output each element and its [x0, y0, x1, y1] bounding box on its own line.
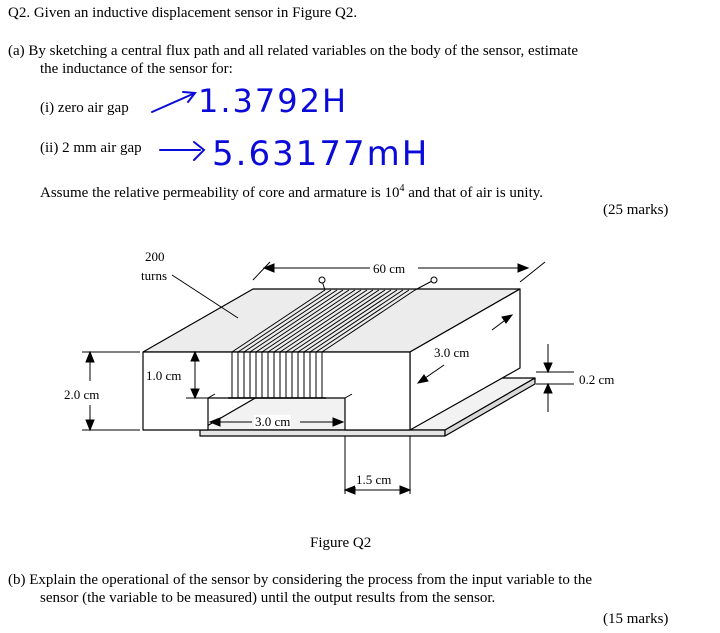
part-a-line1: (a) By sketching a central flux path and all related variables on the body of the sensor, estimate — [8, 43, 579, 59]
label-turns-word: turns — [141, 268, 167, 283]
label-depth: 3.0 cm — [434, 345, 470, 360]
part-a-marks: (25 marks) — [603, 202, 669, 218]
part-b-marks: (15 marks) — [603, 611, 669, 627]
part-a-item-1: (i) zero air gap — [40, 100, 129, 116]
label-air-gap: 0.2 cm — [579, 372, 615, 387]
assumption-end: and that of air is unity. — [404, 185, 544, 201]
question-title: Q2. Given an inductive displacement sensor in Figure Q2. — [8, 5, 358, 21]
armature-front — [200, 430, 445, 436]
label-pole-width: 1.5 cm — [356, 472, 392, 487]
assumption-exponent: 4 — [399, 183, 405, 194]
label-height-total: 2.0 cm — [64, 387, 100, 402]
label-turns-number: 200 — [145, 249, 165, 264]
part-b-line1: (b) Explain the operational of the sensor by considering the process from the input variable to the — [8, 572, 592, 588]
handwritten-answer-2: 5.63177mH — [212, 134, 430, 174]
handwritten-answer-1: 1.3792H — [198, 82, 349, 120]
assumption-main: Assume the relative permeability of core and armature is 10 — [40, 185, 400, 201]
figure-caption: Figure Q2 — [310, 535, 372, 551]
label-gap-width: 3.0 cm — [255, 414, 291, 429]
part-a-line2: the inductance of the sensor for: — [40, 61, 233, 77]
label-height-inner: 1.0 cm — [146, 368, 182, 383]
part-b-line2: sensor (the variable to be measured) until the output results from the sensor. — [40, 590, 496, 606]
label-length: 60 cm — [373, 261, 406, 276]
part-a-item-2: (ii) 2 mm air gap — [40, 140, 142, 156]
